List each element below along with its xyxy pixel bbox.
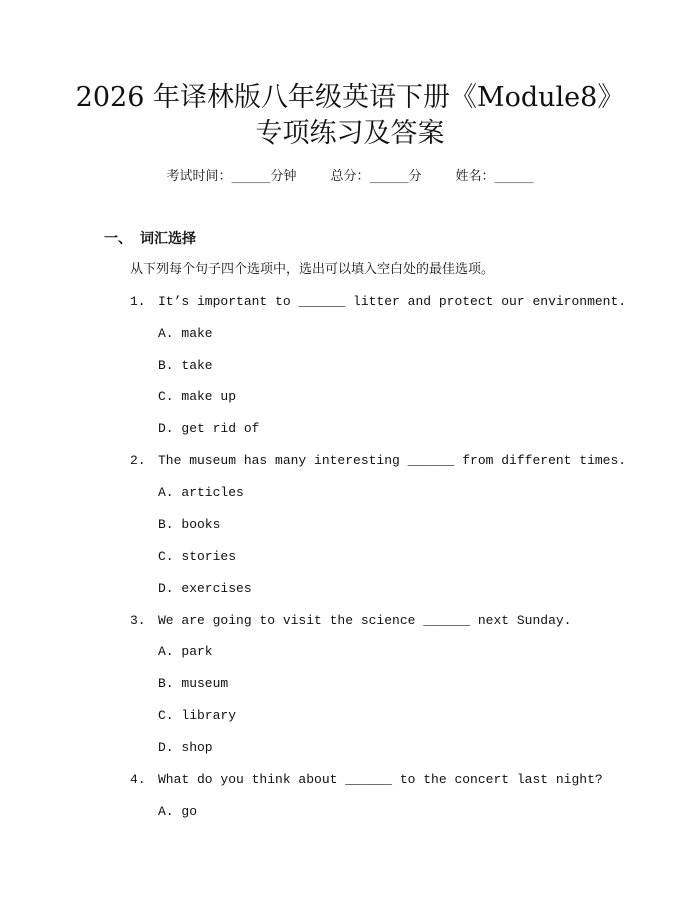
question-2	[130, 452, 626, 470]
question-4	[130, 771, 603, 789]
document-title-line-1: 2026 年译林版八年级英语下册《Module8》	[75, 82, 625, 113]
option-2a: A. articles	[158, 485, 244, 500]
question-text: It’s important to ______ litter and protect our environment.	[158, 294, 627, 309]
option-3b: B. museum	[158, 676, 229, 691]
option-2b: B. books	[158, 517, 221, 532]
question-text: What do you think about ______ to the concert last night?	[158, 772, 603, 787]
option-1d: D. get rid of	[158, 421, 260, 436]
question-number: 3.	[130, 613, 146, 628]
exam-score: 总分：______分	[330, 169, 422, 184]
exam-time: 考试时间：______分钟	[166, 169, 297, 184]
question-text: We are going to visit the science ______ next Sunday.	[158, 613, 572, 628]
question-number: 4.	[130, 772, 146, 787]
option-1c: C. make up	[158, 389, 237, 404]
option-2d: D. exercises	[158, 581, 252, 596]
exam-info	[0, 168, 700, 186]
option-2c: C. stories	[158, 549, 237, 564]
question-1	[130, 293, 626, 311]
document-title-line-2: 专项练习及答案	[255, 118, 445, 149]
option-3a: A. park	[158, 644, 213, 659]
option-1b: B. take	[158, 358, 213, 373]
exam-name: 姓名：______	[455, 169, 534, 184]
question-text: The museum has many interesting ______ from different times.	[158, 453, 627, 468]
option-1a: A. make	[158, 326, 213, 341]
option-4a: A. go	[158, 804, 198, 819]
section-number: 一、	[104, 231, 132, 247]
section-instruction: 从下列每个句子四个选项中，选出可以填入空白处的最佳选项。	[130, 262, 495, 277]
question-number: 2.	[130, 453, 146, 468]
question-3	[130, 612, 571, 630]
option-3d: D. shop	[158, 740, 213, 755]
section-heading	[104, 230, 196, 248]
option-3c: C. library	[158, 708, 237, 723]
question-number: 1.	[130, 294, 146, 309]
section-title: 词汇选择	[140, 231, 196, 247]
